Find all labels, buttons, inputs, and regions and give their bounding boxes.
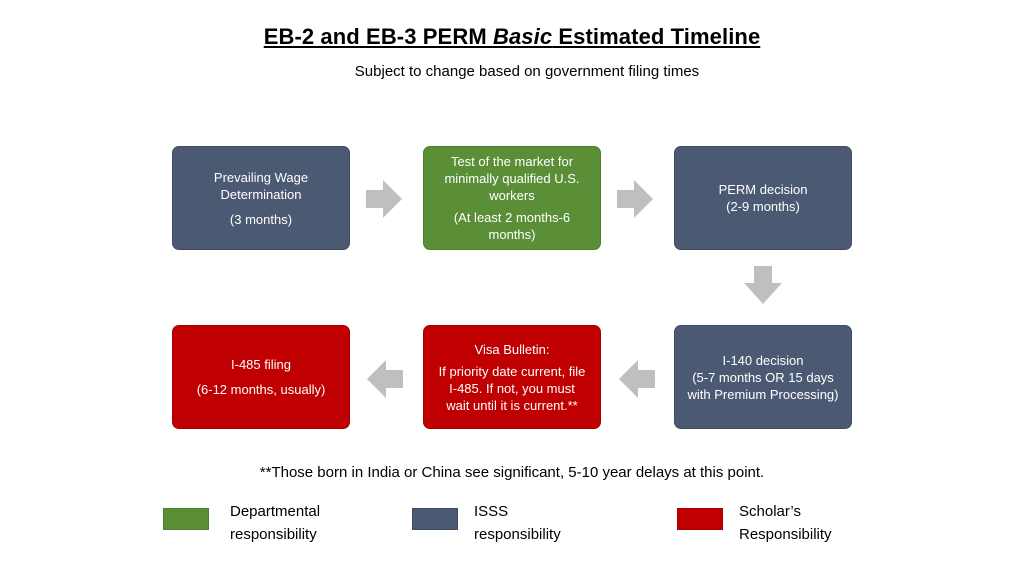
page-subtitle: Subject to change based on government filing times [354,63,700,80]
footnote: **Those born in India or China see significant, 5-10 year delays at this point. [259,464,765,481]
box-i140-decision: I-140 decision (5-7 months OR 15 days with Premium Processing) [674,325,852,429]
arrow-right-2 [617,180,653,218]
box-perm-decision: PERM decision (2-9 months) [674,146,852,250]
legend-label-departmental: Departmental responsibility [230,503,321,543]
arrow-left-2 [367,360,403,398]
legend-swatch-scholar [677,508,723,530]
box-test-of-market: Test of the market for minimally qualified U.S. workers (At least 2 months-6 months) [423,146,601,250]
legend-label-scholar: Scholar’s Responsibility [739,503,832,543]
box-prevailing-wage: Prevailing Wage Determination (3 months) [172,146,350,250]
legend-swatch-departmental [163,508,209,530]
legend-label-isss: ISSS responsibility [474,503,561,543]
arrow-left-1 [619,360,655,398]
box-visa-bulletin: Visa Bulletin: If priority date current, file I-485. If not, you must wait until it is current.** [423,325,601,429]
box-i485-filing: I-485 filing (6-12 months, usually) [172,325,350,429]
title-italic-word: Basic [492,24,553,49]
arrow-down [744,266,782,304]
arrow-right-1 [366,180,402,218]
legend-swatch-isss [412,508,458,530]
page-title: EB-2 and EB-3 PERM Basic Estimated Timeline [263,24,761,49]
